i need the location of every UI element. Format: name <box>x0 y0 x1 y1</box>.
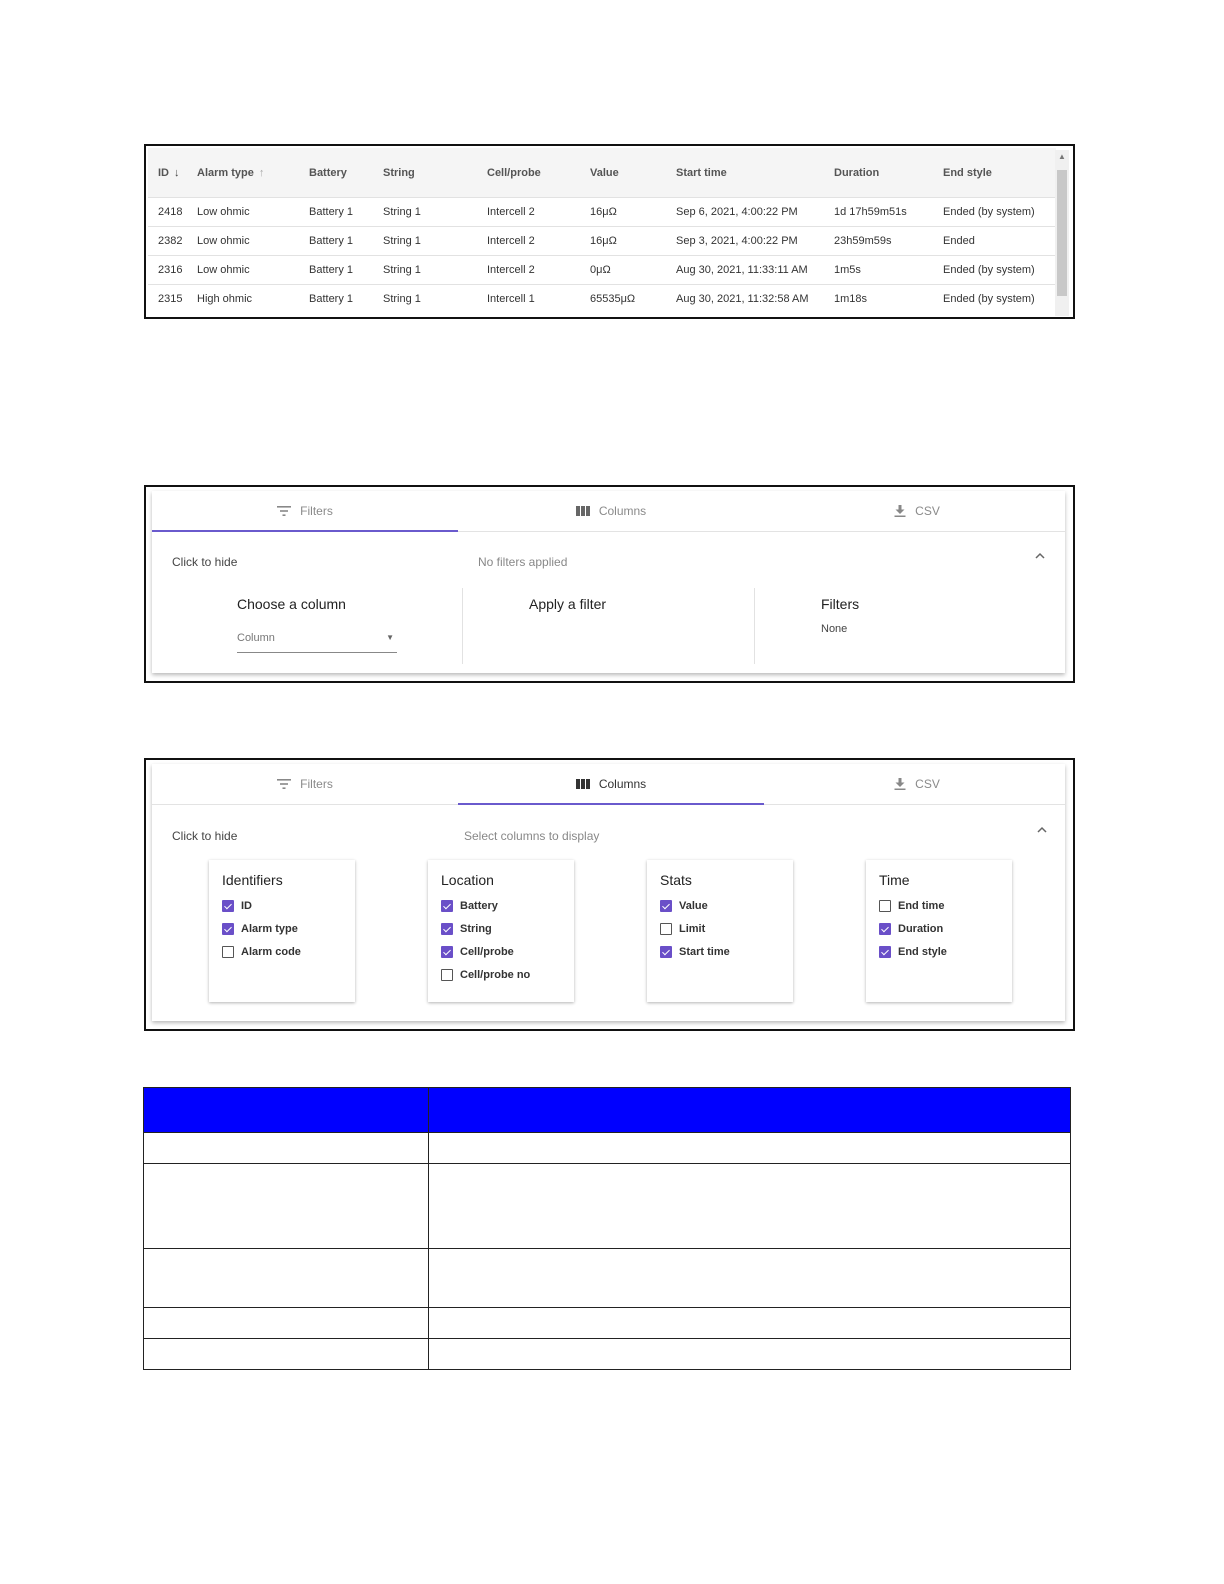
checkbox[interactable] <box>879 946 891 958</box>
table-cell: Ended <box>933 227 1056 256</box>
col-header-duration[interactable]: Duration <box>824 148 933 198</box>
table-cell: Aug 30, 2021, 11:33:11 AM <box>666 256 824 285</box>
tab-label: Columns <box>598 777 647 791</box>
col-header-string[interactable]: String <box>373 148 477 198</box>
chevron-up-icon[interactable] <box>1037 822 1047 836</box>
vertical-scrollbar[interactable] <box>1055 150 1069 316</box>
table-cell: Low ohmic <box>187 256 299 285</box>
grid-row <box>144 1249 1071 1308</box>
table-cell: Low ohmic <box>187 227 299 256</box>
tab-label: CSV <box>915 504 940 518</box>
table-cell: String 1 <box>373 285 477 314</box>
checkbox[interactable] <box>441 900 453 912</box>
column-select-placeholder: Column <box>237 632 275 644</box>
table-cell: 1m5s <box>824 256 933 285</box>
table-cell: 1d 17h59m51s <box>824 198 933 227</box>
column-toggle-cell-probe-no[interactable] <box>441 967 530 983</box>
grid-header-cell <box>429 1088 1071 1133</box>
table-cell: Low ohmic <box>187 198 299 227</box>
scroll-up-icon[interactable]: ▲ <box>1058 152 1066 161</box>
checkbox-label: ID <box>241 900 252 912</box>
column-toggle-start-time[interactable] <box>660 944 730 960</box>
table-cell: Battery 1 <box>299 285 373 314</box>
columns-status: Select columns to display <box>464 829 600 843</box>
checkbox-label: Battery <box>460 900 498 912</box>
column-group-location <box>428 860 574 1002</box>
tab-csv[interactable] <box>764 491 1070 531</box>
table-cell: High ohmic <box>187 285 299 314</box>
checkbox-label: Value <box>679 900 708 912</box>
column-group-time <box>866 860 1012 1002</box>
table-cell: 65535μΩ <box>580 285 666 314</box>
active-tab-indicator <box>458 803 764 805</box>
col-header-label: Alarm type <box>197 166 254 179</box>
group-title: Stats <box>660 872 692 888</box>
table-cell: 2315 <box>148 285 187 314</box>
col-header-start-time[interactable]: Start time <box>666 148 824 198</box>
active-tab-indicator <box>152 530 458 532</box>
tab-columns[interactable] <box>458 491 764 531</box>
table-cell: Intercell 1 <box>477 285 580 314</box>
group-title: Location <box>441 872 494 888</box>
table-cell: Ended (by system) <box>933 256 1056 285</box>
table-cell: 23h59m59s <box>824 227 933 256</box>
checkbox[interactable] <box>660 900 672 912</box>
tab-label: Columns <box>598 504 647 518</box>
checkbox-label: Cell/probe no <box>460 969 531 981</box>
grid-cell <box>144 1249 429 1308</box>
tab-bar <box>152 764 1065 805</box>
tab-filters[interactable] <box>152 764 458 804</box>
filters-panel <box>152 491 1065 673</box>
column-toggle-limit[interactable] <box>660 921 705 937</box>
column-toggle-string[interactable] <box>441 921 492 937</box>
grid-cell <box>429 1308 1071 1339</box>
col-header-alarm-type[interactable] <box>187 148 299 198</box>
table-cell: Intercell 2 <box>477 256 580 285</box>
click-to-hide-toggle[interactable]: Click to hide <box>172 555 238 569</box>
table-cell: Sep 3, 2021, 4:00:22 PM <box>666 227 824 256</box>
group-title: Time <box>879 872 910 888</box>
filter-list-icon <box>277 506 291 516</box>
column-toggle-battery[interactable] <box>441 898 498 914</box>
checkbox-label: String <box>460 923 492 935</box>
grid-row <box>144 1308 1071 1339</box>
click-to-hide-toggle[interactable]: Click to hide <box>172 829 238 843</box>
filters-value: None <box>821 623 848 635</box>
checkbox-label: End style <box>898 946 947 958</box>
checkbox-label: End time <box>898 900 945 912</box>
grid-cell <box>429 1164 1071 1249</box>
table-cell: Sep 6, 2021, 4:00:22 PM <box>666 198 824 227</box>
col-header-id[interactable] <box>148 148 187 198</box>
checkbox[interactable] <box>660 923 672 935</box>
table-cell: String 1 <box>373 198 477 227</box>
download-icon <box>894 505 906 517</box>
tab-filters[interactable] <box>152 491 458 531</box>
table-cell: Battery 1 <box>299 227 373 256</box>
chevron-up-icon[interactable] <box>1035 548 1045 562</box>
column-toggle-cell-probe[interactable] <box>441 944 514 960</box>
view-column-icon <box>576 779 590 789</box>
table-cell: 2418 <box>148 198 187 227</box>
filters-status: No filters applied <box>478 555 568 569</box>
table-cell: 16μΩ <box>580 198 666 227</box>
download-icon <box>894 778 906 790</box>
table-cell: 0μΩ <box>580 256 666 285</box>
grid-cell <box>144 1164 429 1249</box>
column-toggle-value[interactable] <box>660 898 708 914</box>
grid-cell <box>429 1339 1071 1370</box>
column-group-identifiers <box>209 860 355 1002</box>
table-cell: String 1 <box>373 227 477 256</box>
table-cell: 2316 <box>148 256 187 285</box>
table-cell: Battery 1 <box>299 198 373 227</box>
table-header-row <box>148 148 1056 198</box>
tab-columns[interactable] <box>458 764 764 804</box>
alarm-table <box>148 148 1056 313</box>
apply-filter-title: Apply a filter <box>529 596 607 612</box>
checkbox[interactable] <box>222 946 234 958</box>
divider <box>462 588 463 664</box>
table-row[interactable] <box>148 198 1056 227</box>
grid-cell <box>144 1133 429 1164</box>
filters-panel-frame <box>144 485 1075 683</box>
grid-header-row <box>144 1088 1071 1133</box>
grid-cell <box>429 1133 1071 1164</box>
table-cell: String 1 <box>373 256 477 285</box>
divider <box>754 588 755 664</box>
checkbox[interactable] <box>879 900 891 912</box>
grid-row <box>144 1339 1071 1370</box>
view-column-icon <box>576 506 590 516</box>
checkbox[interactable] <box>222 900 234 912</box>
col-header-cell-probe[interactable]: Cell/probe <box>477 148 580 198</box>
column-toggle-id[interactable] <box>222 898 252 914</box>
column-group-stats <box>647 860 793 1002</box>
checkbox[interactable] <box>222 923 234 935</box>
table-row[interactable] <box>148 227 1056 256</box>
table-cell: Ended (by system) <box>933 198 1056 227</box>
tab-label: Filters <box>300 504 333 518</box>
alarm-table-frame <box>144 144 1075 319</box>
caret-down-icon: ▼ <box>386 633 394 642</box>
checkbox-label: Duration <box>898 923 944 935</box>
col-header-label: ID <box>158 166 169 179</box>
choose-column-title: Choose a column <box>237 596 346 612</box>
grid-row <box>144 1164 1071 1249</box>
table-cell: Intercell 2 <box>477 227 580 256</box>
grid-cell <box>429 1249 1071 1308</box>
grid-header-cell <box>144 1088 429 1133</box>
checkbox-label: Cell/probe <box>460 946 514 958</box>
table-cell: 16μΩ <box>580 227 666 256</box>
table-row[interactable] <box>148 285 1056 314</box>
table-cell: Ended (by system) <box>933 285 1056 314</box>
arrow-up-icon[interactable]: ↑ <box>258 166 265 179</box>
tab-label: CSV <box>915 777 940 791</box>
table-cell: Aug 30, 2021, 11:32:58 AM <box>666 285 824 314</box>
checkbox[interactable] <box>441 923 453 935</box>
tab-csv[interactable] <box>764 764 1070 804</box>
columns-panel-frame <box>144 758 1075 1031</box>
grid-cell <box>144 1339 429 1370</box>
column-toggle-duration[interactable] <box>879 921 943 937</box>
columns-panel <box>152 764 1065 1021</box>
table-cell: Battery 1 <box>299 256 373 285</box>
col-header-value[interactable]: Value <box>580 148 666 198</box>
checkbox-label: Start time <box>679 946 730 958</box>
column-toggle-end-style[interactable] <box>879 944 947 960</box>
table-cell: Intercell 2 <box>477 198 580 227</box>
table-row[interactable] <box>148 256 1056 285</box>
table-cell: 2382 <box>148 227 187 256</box>
column-toggle-end-time[interactable] <box>879 898 944 914</box>
scrollbar-thumb[interactable] <box>1057 170 1067 296</box>
checkbox[interactable] <box>660 946 672 958</box>
grid-row <box>144 1133 1071 1164</box>
tab-label: Filters <box>300 777 333 791</box>
table-cell: 1m18s <box>824 285 933 314</box>
arrow-down-icon[interactable]: ↓ <box>174 166 180 179</box>
checkbox-label: Limit <box>679 923 706 935</box>
tab-bar <box>152 491 1065 532</box>
col-header-end-style[interactable]: End style <box>933 148 1056 198</box>
checkbox-label: Alarm type <box>241 923 298 935</box>
filter-list-icon <box>277 779 291 789</box>
group-title: Identifiers <box>222 872 283 888</box>
blank-grid-table <box>143 1087 1071 1370</box>
column-toggle-alarm-code[interactable] <box>222 944 301 960</box>
filters-title: Filters <box>821 596 860 612</box>
checkbox[interactable] <box>441 946 453 958</box>
checkbox[interactable] <box>879 923 891 935</box>
checkbox-label: Alarm code <box>241 946 301 958</box>
column-toggle-alarm-type[interactable] <box>222 921 298 937</box>
grid-cell <box>144 1308 429 1339</box>
checkbox[interactable] <box>441 969 453 981</box>
col-header-battery[interactable]: Battery <box>299 148 373 198</box>
column-select[interactable] <box>237 632 397 653</box>
